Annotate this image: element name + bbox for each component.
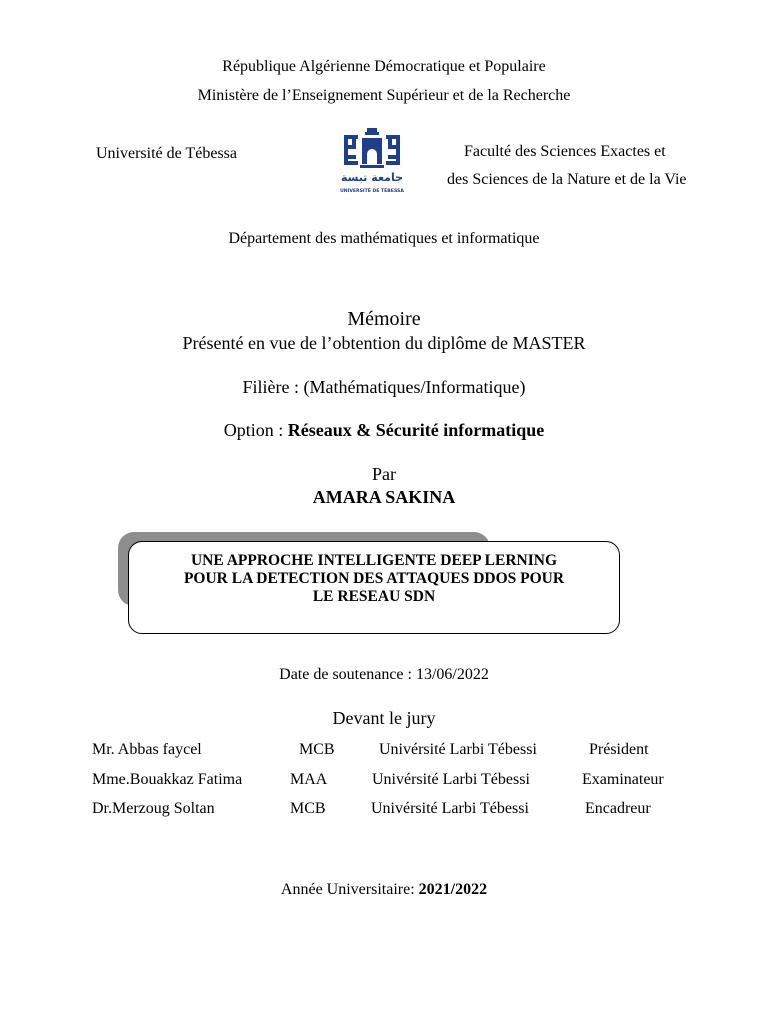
logo-latin-text: UNIVERSITÉ DE TÉBESSA bbox=[340, 189, 404, 194]
jury-grade: MCB bbox=[290, 800, 326, 817]
defense-date: Date de soutenance : 13/06/2022 bbox=[279, 666, 489, 683]
option-prefix: Option : bbox=[223, 420, 288, 440]
option-line bbox=[0, 420, 768, 441]
jury-role: Examinateur bbox=[582, 771, 664, 788]
ministry-title: Ministère de l’Enseignement Supérieur et de la Recherche bbox=[197, 87, 571, 104]
presented-line: Présenté en vue de l’obtention du diplôme de MASTER bbox=[182, 333, 586, 353]
jury-institution: Univérsité Larbi Tébessi bbox=[372, 771, 530, 788]
university-logo-icon bbox=[340, 126, 404, 198]
jury-grade: MCB bbox=[299, 741, 335, 758]
thesis-title-line-1: UNE APPROCHE INTELLIGENTE DEEP LERNING bbox=[190, 552, 558, 569]
department-name: Département des mathématiques et informatique bbox=[228, 230, 540, 247]
academic-year bbox=[0, 881, 768, 899]
thesis-title-box bbox=[128, 541, 620, 634]
academic-year-value: 2021/2022 bbox=[418, 881, 488, 898]
thesis-title-line-3: LE RESEAU SDN bbox=[312, 588, 436, 605]
jury-institution: Univérsité Larbi Tébessi bbox=[379, 741, 537, 758]
thesis-title-line-2: POUR LA DETECTION DES ATTAQUES DDOS POUR bbox=[183, 570, 565, 587]
university-name: Université de Tébessa bbox=[96, 145, 237, 162]
academic-year-label: Année Universitaire: bbox=[280, 881, 419, 898]
logo-arabic-text: جامعة تبسة bbox=[340, 171, 404, 184]
republic-title: République Algérienne Démocratique et Populaire bbox=[222, 58, 546, 75]
option-value: Réseaux & Sécurité informatique bbox=[287, 420, 545, 440]
jury-role: Encadreur bbox=[585, 800, 651, 817]
jury-name: Mr. Abbas faycel bbox=[92, 741, 202, 758]
jury-name: Mme.Bouakkaz Fatima bbox=[92, 771, 243, 788]
jury-name: Dr.Merzoug Soltan bbox=[92, 800, 215, 817]
jury-grade: MAA bbox=[290, 771, 328, 788]
filiere-line: Filière : (Mathématiques/Informatique) bbox=[242, 377, 526, 397]
jury-role: Président bbox=[589, 741, 649, 758]
faculty-line-1: Faculté des Sciences Exactes et bbox=[464, 143, 666, 160]
par-label: Par bbox=[372, 464, 396, 484]
author-name: AMARA SAKINA bbox=[312, 487, 456, 507]
jury-heading: Devant le jury bbox=[332, 708, 436, 728]
memoire-heading: Mémoire bbox=[347, 308, 421, 330]
jury-institution: Univérsité Larbi Tébessi bbox=[371, 800, 529, 817]
faculty-line-2: des Sciences de la Nature et de la Vie bbox=[447, 171, 687, 188]
